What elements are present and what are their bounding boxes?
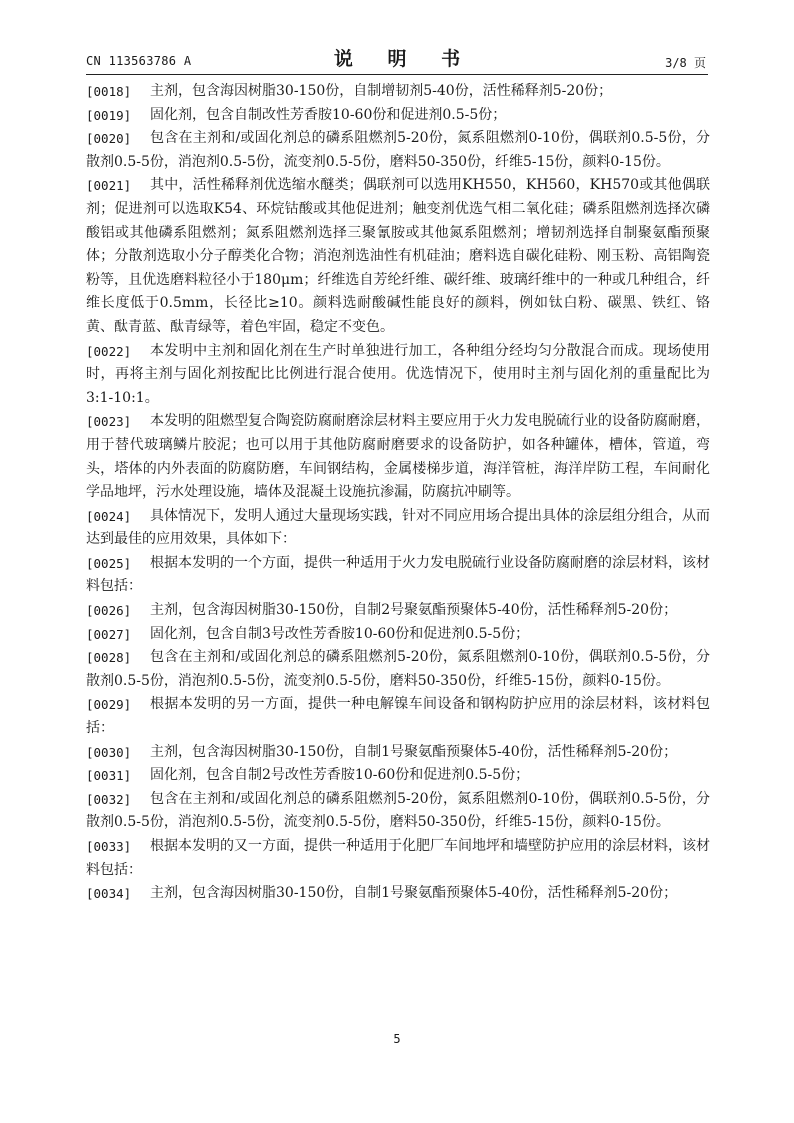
paragraph [86,788,710,835]
paragraph-number: [0018] [86,84,132,99]
paragraph-text: 固化剂，包含自制2号改性芳香胺10-60份和促进剂0.5-5份； [150,767,530,784]
paragraph-number: [0034] [86,886,132,902]
page-number: 5 [393,1032,401,1046]
paragraph-text: 主剂，包含海因树脂30-150份，自制2号聚氨酯预聚体5-40份，活性稀释剂5-20份； [150,602,678,619]
paragraph-text: 固化剂，包含自制改性芳香胺10-60份和促进剂0.5-5份； [150,106,507,123]
paragraph [86,599,710,623]
paragraph-text: 主剂，包含海因树脂30-150份，自制增韧剂5-40份，活性稀释剂5-20份； [150,83,613,99]
paragraph-number: [0032] [86,791,132,807]
paragraph-number: [0024] [86,508,132,524]
paragraph-text: 主剂，包含海因树脂30-150份，自制1号聚氨酯预聚体5-40份，活性稀释剂5-20份； [150,743,678,760]
paragraph [86,741,710,765]
paragraph-text: 包含在主剂和/或固化剂总的磷系阻燃剂5-20份，氮系阻燃剂0-10份，偶联剂0.5-5份，分散剂0.5-5份，消泡剂0.5-5份，流变剂0.5-5份，磨料50-350份，纤维5-15份，颜料0-15份。 [86,649,710,689]
paragraph [86,505,710,552]
paragraph-text: 具体情况下，发明人通过大量现场实践，针对不同应用场合提出具体的涂层组分组合，从而达到最佳的应用效果，具体如下： [86,507,710,548]
paragraph-text: 本发明中主剂和固化剂在生产时单独进行加工，各种组分经均匀分散混合而成。现场使用时，再将主剂与固化剂按配比比例进行混合使用。优选情况下，使用时主剂与固化剂的重量配比为3:1-10:1。 [86,342,710,406]
paragraph [86,623,710,647]
paragraph-text: 包含在主剂和/或固化剂总的磷系阻燃剂5-20份，氮系阻燃剂0-10份，偶联剂0.5-5份，分散剂0.5-5份，消泡剂0.5-5份，流变剂0.5-5份，磨料50-350份，纤维5-15份，颜料0-15份。 [86,790,710,831]
paragraph-number: [0029] [86,697,132,713]
paragraph-text: 主剂，包含海因树脂30-150份，自制1号聚氨酯预聚体5-40份，活性稀释剂5-20份； [150,885,678,902]
paragraph [86,410,710,504]
paragraph [86,127,710,174]
paragraph-text: 根据本发明的又一方面，提供一种适用于化肥厂车间地坪和墙壁防护应用的涂层材料，该材料包括： [86,838,710,878]
paragraph [86,552,710,599]
paragraph-number: [0020] [86,131,132,147]
paragraph [86,104,710,128]
paragraph-number: [0031] [86,768,132,784]
paragraph-number: [0019] [86,107,132,123]
paragraph [86,764,710,788]
paragraph-number: [0023] [86,414,132,430]
paragraph-text: 其中，活性稀释剂优选缩水醚类；偶联剂可以选用KH550，KH560，KH570或其他偶联剂；促进剂可以选取K54、环烷钴酸或其他促进剂；触变剂优选气相二氧化硅；磷系阻燃剂选择次磷酸铝或其他磷系阻燃剂；氮系阻燃剂选择三聚氰胺或其他氮系阻燃剂；增韧剂选择自制聚氨酯预聚体；分散剂选取小分子醇类化合物；消泡剂选油性有机硅油；磨料选自碳化硅粉、刚玉粉、高铝陶瓷粉等，且优选磨料粒径小于180μm；纤维选自芳纶纤维、碳纤维、玻璃纤维中的一种或几种组合，纤维长度低于0.5mm，长径比≥10。颜料选耐酸碱性能良好的颜料，例如钛白粉、碳黑、铁红、铬黄、酞青蓝、酞青绿等，着色牢固，稳定不变色。 [86,177,710,335]
paragraph [86,646,710,693]
header-divider [86,74,708,75]
paragraph-number: [0033] [86,839,132,854]
page-header [0,0,794,80]
paragraph-number: [0022] [86,343,132,359]
paragraph [86,882,710,906]
paragraph-text: 固化剂，包含自制3号改性芳香胺10-60份和促进剂0.5-5份； [150,625,530,642]
paragraph-text: 本发明的阻燃型复合陶瓷防腐耐磨涂层材料主要应用于火力发电脱硫行业的设备防腐耐磨，用于替代玻璃鳞片胶泥；也可以用于其他防腐耐磨要求的设备防护，如各种罐体，槽体，管道，弯头，塔体的内外表面的防腐防磨，车间钢结构，金属楼梯步道，海洋管桩，海洋岸防工程，车间耐化学品地坪，污水处理设施，墙体及混凝土设施抗渗漏，防腐抗冲刷等。 [86,413,710,501]
paragraph [86,174,710,339]
page-indicator: 3/8 页 [665,56,706,70]
paragraph-text: 根据本发明的另一方面，提供一种电解镍车间设备和钢构防护应用的涂层材料，该材料包括： [86,696,710,737]
paragraph-number: [0030] [86,744,132,760]
document-title: 说 明 书 [333,48,475,70]
paragraph-number: [0027] [86,626,132,642]
paragraph-number: [0026] [86,603,132,619]
paragraph [86,80,710,104]
paragraph [86,835,710,882]
paragraph-text: 根据本发明的一个方面，提供一种适用于火力发电脱硫行业设备防腐耐磨的涂层材料，该材料包括： [86,554,710,595]
paragraph [86,693,710,740]
paragraph-text: 包含在主剂和/或固化剂总的磷系阻燃剂5-20份，氮系阻燃剂0-10份，偶联剂0.5-5份，分散剂0.5-5份，消泡剂0.5-5份，流变剂0.5-5份，磨料50-350份，纤维5-15份，颜料0-15份。 [86,130,710,170]
paragraph-number: [0021] [86,178,132,194]
paragraph-number: [0025] [86,555,132,571]
document-body [86,80,710,906]
paragraph-number: [0028] [86,650,132,666]
paragraph [86,340,710,411]
document-number: CN 113563786 A [86,54,192,68]
